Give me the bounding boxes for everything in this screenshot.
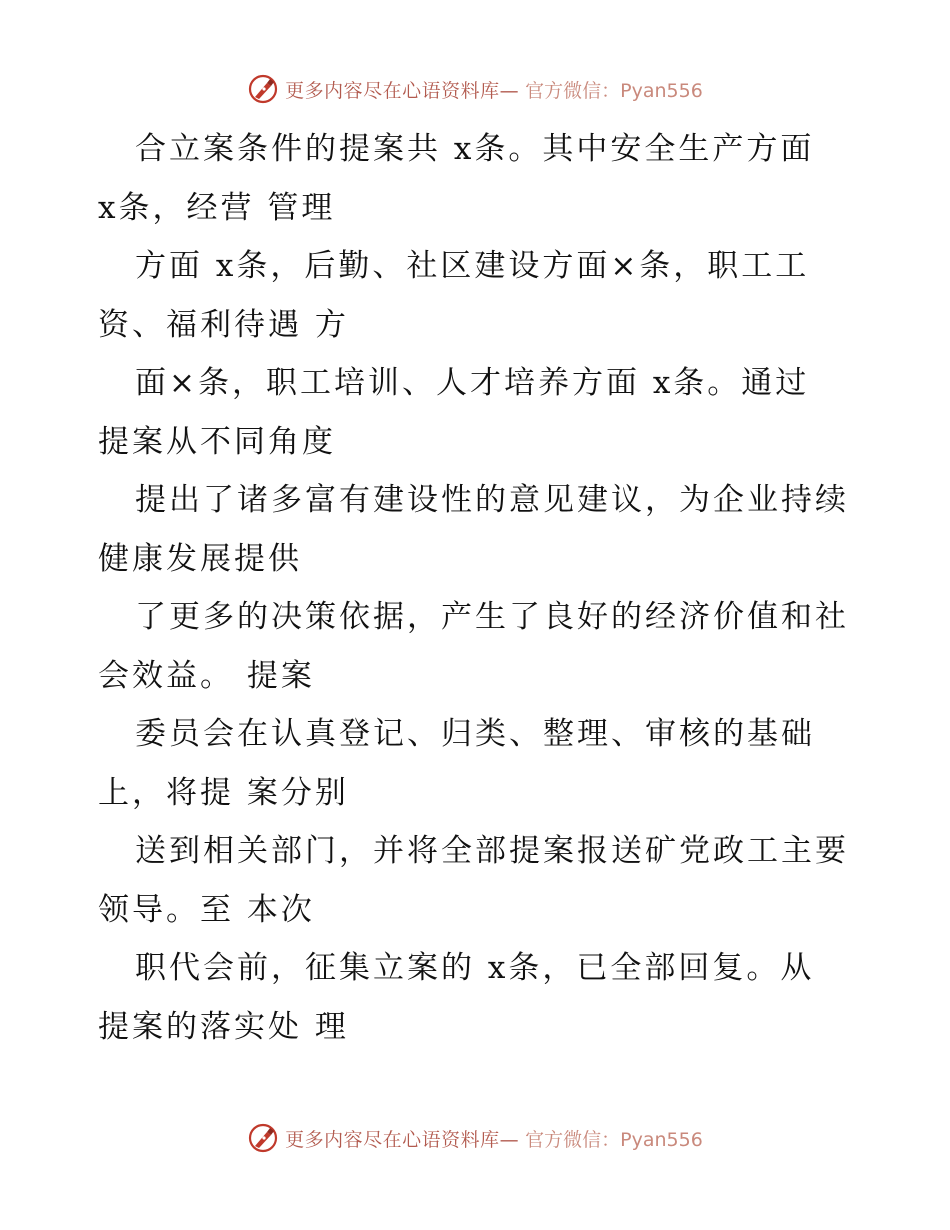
footer-banner <box>0 1122 950 1154</box>
paragraph-line: 委员会在认真登记、归类、整理、审核的基础 <box>135 716 815 752</box>
banner-text: 更多内容尽在心语资料库— <box>285 1128 520 1151</box>
paragraph-line: 方面 x条，后勤、社区建设方面×条，职工工 <box>135 248 810 284</box>
paragraph-line: 了更多的决策依据，产生了良好的经济价值和社 <box>135 599 849 635</box>
document-body <box>98 120 858 1056</box>
paragraph-line: 会效益。 提案 <box>98 657 315 694</box>
paragraph-line: 领导。至 本次 <box>98 891 315 928</box>
banner-text: 更多内容尽在心语资料库— <box>285 79 520 102</box>
paragraph-line: 面×条，职工培训、人才培养方面 x条。通过 <box>135 365 810 401</box>
pen-nib-logo-icon <box>247 73 279 105</box>
paragraph-line: 提案的落实处 理 <box>98 1008 349 1045</box>
paragraph-line: 提出了诸多富有建设性的意见建议，为企业持续 <box>135 482 849 518</box>
header-banner <box>0 73 950 105</box>
paragraph-line: 职代会前，征集立案的 x条，已全部回复。从 <box>135 950 815 986</box>
paragraph-line: 上，将提 案分别 <box>98 774 349 811</box>
paragraph-line: x条，经营 管理 <box>98 189 336 226</box>
paragraph-line: 资、福利待遇 方 <box>98 306 349 343</box>
paragraph-line: 提案从不同角度 <box>98 423 336 460</box>
wechat-label: 官方微信：Pyan556 <box>525 79 703 102</box>
paragraph-line: 合立案条件的提案共 x条。其中安全生产方面 <box>135 131 815 167</box>
paragraph-line: 健康发展提供 <box>98 540 302 577</box>
paragraph-line: 送到相关部门，并将全部提案报送矿党政工主要 <box>135 833 849 869</box>
pen-nib-logo-icon <box>247 1122 279 1154</box>
wechat-label: 官方微信：Pyan556 <box>525 1128 703 1151</box>
